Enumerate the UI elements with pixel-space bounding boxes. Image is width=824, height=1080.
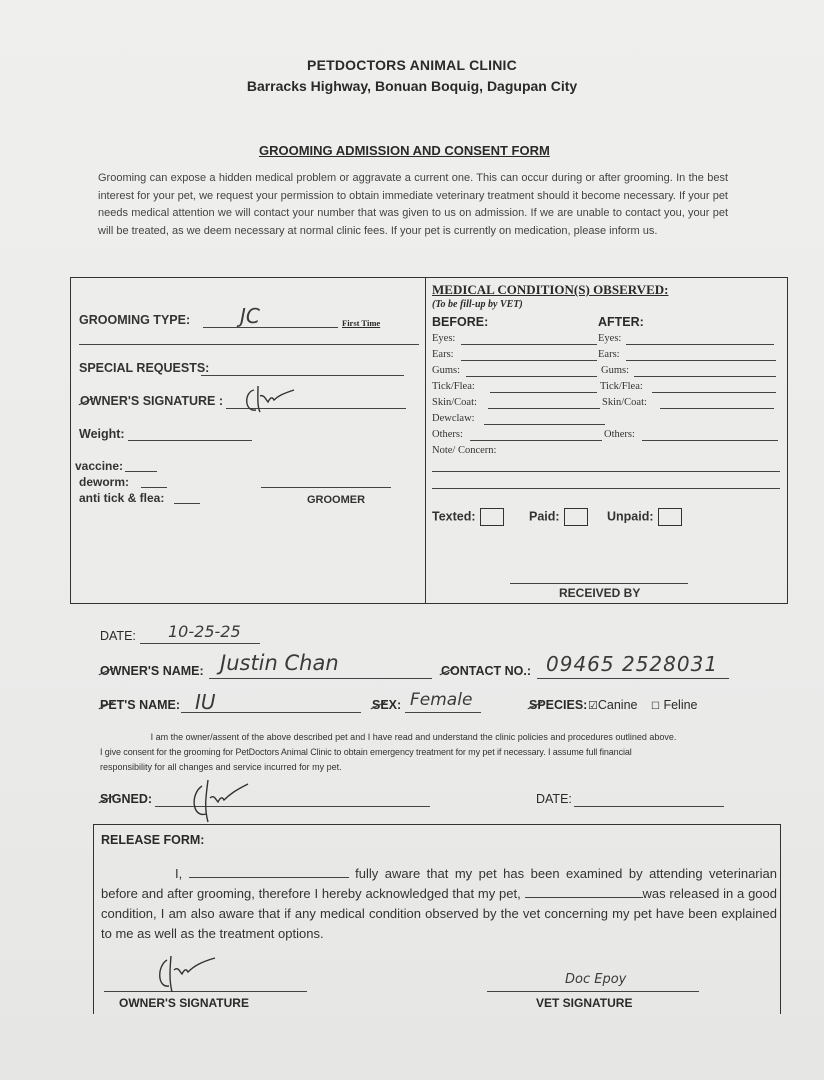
owner-name-field[interactable]	[209, 678, 432, 679]
before-dewclaw-label: Dewclaw:	[432, 413, 475, 424]
before-gums-label: Gums:	[432, 365, 461, 376]
texted-label: Texted:	[432, 509, 476, 524]
before-others-label: Others:	[432, 429, 463, 440]
before-ears-label: Ears:	[432, 349, 454, 360]
unpaid-label: Unpaid:	[607, 509, 654, 524]
anti-tick-label: anti tick & flea:	[79, 491, 165, 505]
pet-name-label: PET'S NAME:	[100, 698, 181, 712]
intro-paragraph: Grooming can expose a hidden medical problem or aggravate a current one. This can occur during or after grooming. In the best interest for your pet, we request your permission to obtain immediate veterinary treatment should it become necessary. If your pet needs medical attention we will contact your number that was given to us on admission. If we are unable to contact you, your pet will be treated, as we deem necessary at normal clinic fees. If your pet is currently on medication, please inform us.	[98, 172, 728, 237]
consent-line-1: I am the owner/assent of the above described pet and I have read and understand the clinic policies and procedures outlined above.	[150, 732, 677, 742]
grooming-type-label: GROOMING TYPE:	[79, 313, 191, 327]
unpaid-checkbox[interactable]	[658, 508, 682, 526]
note-line-2[interactable]	[432, 488, 780, 489]
special-requests-field[interactable]	[201, 375, 404, 376]
vaccine-field[interactable]	[125, 471, 157, 472]
groomer-label: GROOMER	[307, 494, 366, 506]
clinic-address: Barracks Highway, Bonuan Boquig, Dagupan City	[246, 78, 578, 94]
weight-field[interactable]	[128, 440, 252, 441]
groomer-signature-line[interactable]	[261, 487, 391, 488]
sex-label: SEX:	[372, 698, 402, 712]
after-skin-coat-label: Skin/Coat:	[602, 397, 647, 408]
deworm-field[interactable]	[141, 487, 167, 488]
vet-signature-line[interactable]	[487, 991, 699, 992]
feline-label: Feline	[663, 698, 698, 712]
release-form-title: RELEASE FORM:	[101, 833, 205, 847]
first-time-label: First Time	[342, 318, 381, 328]
owner-signature-label: OWNER'S SIGNATURE :	[80, 394, 224, 408]
before-eyes-label: Eyes:	[432, 333, 456, 344]
medical-conditions-subtitle: (To be fill-up by VET)	[432, 299, 523, 310]
owner-name-value: Justin Chan	[220, 651, 339, 675]
texted-checkbox[interactable]	[480, 508, 504, 526]
feline-checkbox-icon: ☐	[651, 701, 660, 712]
after-others-label: Others:	[604, 429, 635, 440]
owner-name-label: OWNER'S NAME:	[100, 664, 204, 678]
release-text-i: I,	[175, 866, 189, 881]
before-others-field[interactable]	[470, 440, 602, 441]
medical-conditions-title: MEDICAL CONDITION(S) OBSERVED:	[432, 282, 669, 297]
release-pet-name-field[interactable]	[525, 885, 643, 898]
box-divider	[425, 277, 426, 604]
after-tick-flea-label: Tick/Flea:	[600, 381, 643, 392]
before-gums-field[interactable]	[466, 376, 597, 377]
release-text-middle: fully aware that my pet has been examined by attending veterinarian before and after grooming, therefore I hereby acknowledged that my pet,	[101, 866, 777, 901]
texted-checkbox-group[interactable]	[432, 508, 504, 526]
consent-date-label: DATE:	[536, 792, 572, 806]
before-label: BEFORE:	[432, 315, 489, 329]
after-others-field[interactable]	[642, 440, 778, 441]
grooming-type-field[interactable]	[203, 327, 338, 328]
note-line-1[interactable]	[432, 471, 780, 472]
deworm-label: deworm:	[79, 475, 130, 489]
after-label: AFTER:	[598, 315, 644, 329]
date-value: 10-25-25	[168, 622, 241, 641]
pet-name-value: IU	[195, 690, 216, 714]
paid-checkbox[interactable]	[564, 508, 588, 526]
contact-field[interactable]	[537, 678, 729, 679]
species-canine-option[interactable]	[588, 698, 638, 712]
special-requests-label: SPECIAL REQUESTS:	[79, 361, 210, 375]
canine-checked-icon: ☑	[588, 700, 598, 712]
before-skin-coat-label: Skin/Coat:	[432, 397, 477, 408]
species-label: SPECIES:	[529, 698, 588, 712]
release-text-end: was released in a good condition, I am also aware that if any medical condition observed by the vet concerning my pet have been explained to me as well as the treatment options.	[101, 886, 777, 941]
species-feline-option[interactable]	[651, 698, 698, 712]
release-form-text	[101, 864, 777, 944]
paid-checkbox-group[interactable]	[529, 508, 588, 526]
after-eyes-field[interactable]	[626, 344, 774, 345]
vet-signature-caption: VET SIGNATURE	[536, 996, 633, 1010]
release-owner-signature-scribble	[155, 952, 219, 994]
before-dewclaw-field[interactable]	[484, 424, 605, 425]
received-by-label: RECEIVED BY	[559, 586, 641, 600]
owner-signature-caption: OWNER'S SIGNATURE	[119, 996, 249, 1010]
signed-label: SIGNED:	[100, 792, 153, 806]
release-owner-name-field[interactable]	[189, 865, 349, 878]
weight-label: Weight:	[79, 427, 125, 441]
date-field[interactable]	[140, 643, 260, 644]
before-tick-flea-field[interactable]	[490, 392, 597, 393]
received-by-signature-line[interactable]	[510, 583, 688, 584]
before-eyes-field[interactable]	[461, 344, 597, 345]
owner-signature-scribble	[242, 382, 302, 416]
grooming-type-value: JC	[240, 304, 260, 328]
after-skin-coat-field[interactable]	[660, 408, 774, 409]
contact-value: 09465 2528031	[546, 652, 719, 676]
anti-tick-field[interactable]	[174, 503, 200, 504]
contact-label: CONTACT NO.:	[441, 664, 532, 678]
after-ears-field[interactable]	[626, 360, 776, 361]
consent-date-field[interactable]	[574, 806, 724, 807]
grooming-type-extra-line	[79, 344, 419, 345]
before-tick-flea-label: Tick/Flea:	[432, 381, 475, 392]
after-eyes-label: Eyes:	[598, 333, 622, 344]
date-label: DATE:	[100, 629, 136, 643]
consent-line-2: I give consent for the grooming for PetDoctors Animal Clinic to obtain emergency treatment for my pet if necessary. I assume full financial	[100, 747, 632, 757]
after-ears-label: Ears:	[598, 349, 620, 360]
after-gums-field[interactable]	[634, 376, 776, 377]
after-tick-flea-field[interactable]	[652, 392, 776, 393]
consent-line-3: responsibility for all changes and service incurred for my pet.	[100, 762, 342, 772]
vet-signature-value: Doc Epoy	[565, 972, 627, 987]
clinic-name: PETDOCTORS ANIMAL CLINIC	[307, 57, 517, 73]
consent-signature-scribble	[190, 778, 252, 824]
before-skin-coat-field[interactable]	[488, 408, 600, 409]
unpaid-checkbox-group[interactable]	[607, 508, 682, 526]
canine-label: Canine	[597, 698, 638, 712]
before-ears-field[interactable]	[461, 360, 597, 361]
vaccine-label: vaccine:	[75, 459, 124, 473]
form-title: GROOMING ADMISSION AND CONSENT FORM	[259, 143, 550, 158]
sex-field[interactable]	[405, 712, 481, 713]
sex-value: Female	[410, 690, 473, 710]
after-gums-label: Gums:	[601, 365, 630, 376]
note-concern-label: Note/ Concern:	[432, 445, 497, 456]
paid-label: Paid:	[529, 509, 560, 524]
